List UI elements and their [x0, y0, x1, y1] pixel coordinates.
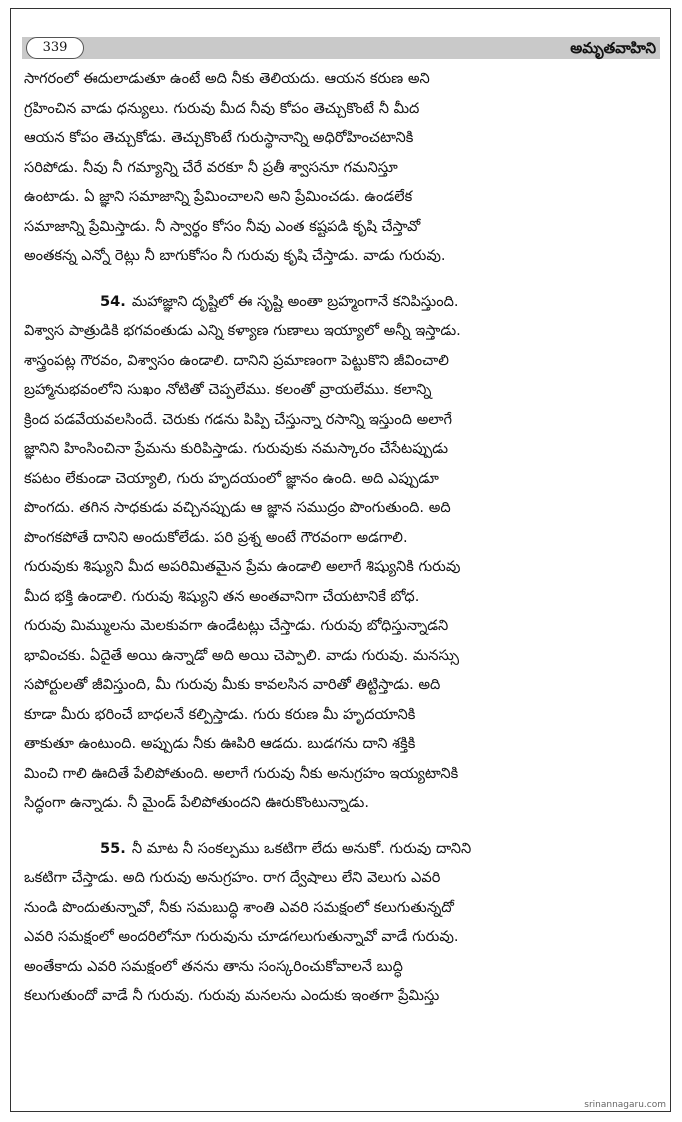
- text-line: సిద్ధంగా ఉన్నాడు. నీ మైండ్ పేలిపోతుందని ఊరుకొంటున్నాడు.: [24, 794, 369, 811]
- page-number: 339: [26, 37, 84, 59]
- body-text: [24, 64, 656, 1011]
- text-line: ఉంటాడు. ఏ జ్ఞాని సమాజాన్ని ప్రేమించాలని అని ప్రేమించడు. ఉండలేక: [24, 188, 413, 205]
- text-span: నీ మాట నీ సంకల్పము ఒకటిగా లేదు అనుకో. గురువు దానిని: [131, 839, 472, 857]
- watermark: srinannagaru.com: [584, 1100, 666, 1110]
- text-line: మీద భక్తి ఉండాలి. గురువు శిష్యుని తన అంతవానిగా చేయటానికే బోధ.: [24, 587, 420, 605]
- text-line: కలుగుతుందో వాడే నీ గురువు. గురువు మనలను ఎందుకు ఇంతగా ప్రేమిస్తు: [24, 987, 440, 1004]
- text-line: గురువుకు శిష్యుని మీద అపరిమితమైన ప్రేమ ఉండాలి అలాగే శిష్యునికి గురువు: [24, 558, 461, 575]
- text-line: సరిపోడు. నీవు నీ గమ్యాన్ని చేరే వరకూ నీ ప్రతీ శ్వాసనూ గమనిస్తూ: [24, 158, 398, 176]
- text-line: [24, 834, 656, 864]
- text-line: క్రింద పడవేయవలసిందే. చెరుకు గడను పిప్పి చేస్తున్నా రసాన్ని ఇస్తుంది అలాగే: [24, 410, 453, 428]
- text-line: సమాజాన్ని ప్రేమిస్తాడు. నీ స్వార్థం కోసం నీవు ఎంత కష్టపడి కృషి చేస్తావో: [24, 217, 421, 235]
- text-line: పొంగకపోతే దానిని అందుకోలేడు. పరి ప్రశ్న అంటే గౌరవంగా అడగాలి.: [24, 528, 408, 546]
- text-line: శాస్త్రంపట్ల గౌరవం, విశ్వాసం ఉండాలి. దానిని ప్రమాణంగా పెట్టుకొని జీవించాలి: [24, 351, 449, 369]
- text-line: ఎవరి సమక్షంలో అందరిలోనూ గురువును చూడగలుగుతున్నావో వాడే గురువు.: [24, 928, 459, 945]
- text-line: కపటం లేకుండా చెయ్యాలి, గురు హృదయంలో జ్ఞానం ఉంది. అది ఎప్పుడూ: [24, 469, 439, 487]
- text-line: గురువు మిమ్ములను మెలకువగా ఉండేటట్లు చేస్తాడు. గురువు బోధిస్తున్నాడని: [24, 617, 449, 634]
- text-line: నుండి పొందుతున్నావో, నీకు సమబుద్ధి శాంతి ఎవరి సమక్షంలో కలుగుతున్నదో: [24, 898, 454, 916]
- text-line: సాగరంలో ఈదులాడుతూ ఉంటే అది నీకు తెలియదు. ఆయన కరుణ అని: [24, 70, 430, 87]
- text-line: అంతేకాదు ఎవరి సమక్షంలో తనను తాను సంస్కరించుకోవాలనే బుద్ధి: [24, 957, 403, 975]
- paragraph-55: [24, 834, 656, 1011]
- book-title: అమృతవాహిని: [570, 39, 656, 57]
- text-line: భావించకు. ఏదైతే అయి ఉన్నాడో అది అయి చెప్పాలి. వాడు గురువు. మనస్సు: [24, 646, 460, 664]
- text-line: [24, 287, 656, 317]
- text-line: ఆయన కోపం తెచ్చుకోడు. తెచ్చుకొంటే గురుస్థానాన్ని అధిరోహించటానికి: [24, 129, 414, 146]
- paragraph-number: 54.: [100, 292, 126, 310]
- paragraph-number: 55.: [100, 839, 126, 857]
- text-line: అంతకన్న ఎన్నో రెట్లు నీ బాగుకోసం నీ గురువు కృషి చేస్తాడు. వాడు గురువు.: [24, 247, 446, 264]
- text-line: ఒకటిగా చేస్తాడు. అది గురువు అనుగ్రహం. రాగ ద్వేషాలు లేని వెలుగు ఎవరి: [24, 869, 441, 886]
- text-line: తాకుతూ ఉంటుంది. అప్పుడు నీకు ఊపిరి ఆడదు. బుడగను దాని శక్తికి: [24, 735, 416, 752]
- text-line: మించి గాలి ఊదితే పేలిపోతుంది. అలాగే గురువు నీకు అనుగ్రహం ఇయ్యటానికి: [24, 764, 459, 782]
- paragraph-54: [24, 287, 656, 818]
- paragraph-1: [24, 64, 656, 271]
- text-span: మహాజ్ఞాని దృష్టిలో ఈ సృష్టి అంతా బ్రహ్మంగానే కనిపిస్తుంది.: [131, 292, 459, 310]
- text-line: సపోర్టులతో జీవిస్తుంది, మీ గురువు మీకు కావలసిన వారితో తిట్టిస్తాడు. అది: [24, 676, 441, 693]
- text-line: గ్రహించిన వాడు ధన్యులు. గురువు మీద నీవు కోపం తెచ్చుకొంటే నీ మీద: [24, 99, 420, 117]
- text-line: కూడా మీరు భరించే బాధలనే కల్పిస్తాడు. గురు కరుణ మీ హృదయానికి: [24, 705, 416, 723]
- text-line: జ్ఞానిని హింసించినా ప్రేమను కురిపిస్తాడు. గురువుకు నమస్కారం చేసేటప్పుడు: [24, 440, 449, 457]
- text-line: విశ్వాస పాత్రుడికి భగవంతుడు ఎన్ని కళ్యాణ గుణాలు ఇయ్యాలో అన్నీ ఇస్తాడు.: [24, 322, 461, 339]
- text-line: పొంగదు. తగిన సాధకుడు వచ్చినప్పుడు ఆ జ్ఞాన సముద్రం పొంగుతుంది. అది: [24, 499, 451, 516]
- text-line: బ్రహ్మానుభవంలోని సుఖం నోటితో చెప్పలేము. కలంతో వ్రాయలేము. కలాన్ని: [24, 381, 432, 398]
- header-bar: [22, 37, 660, 59]
